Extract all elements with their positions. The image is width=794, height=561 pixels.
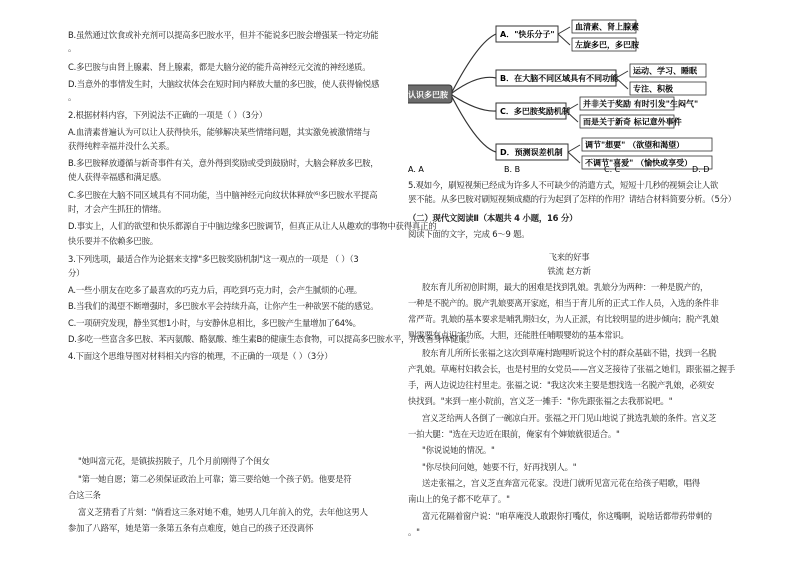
right-text-line: 南山上的兔子都不吃草了。": [408, 494, 510, 504]
mindmap-leaf-label: 并非关于奖励 有时引发"生闷气": [583, 99, 699, 109]
right-text-line: 飞来的好事: [548, 252, 590, 262]
mindmap-leaf-connector: [568, 152, 580, 163]
left-text-line: 富义芝猜看了片刻："倘看这三条对她不难，她男人几年前入的党，去年他这男人: [78, 507, 368, 517]
left-text-line: 2.根据材料内容，下列说法不正确的一项是（ ）（3分）: [68, 110, 268, 120]
left-text-line: "她叫富元花，是镇拔拐陂子，几个月前刚得了个闺女: [78, 456, 270, 466]
mindmap-connector: [452, 34, 496, 92]
right-text-line: 。": [408, 527, 420, 537]
right-text-line: "你尽快问问她，她要不行，好再找别人。": [422, 462, 577, 472]
right-text-line: 一种是不脱产的。脱产乳娘要离开家庭，相当于育儿所的正式工作人员，入选的条件非: [408, 298, 719, 308]
right-text-line: 阅读下面的文字，完成 6～9 题。: [408, 229, 530, 239]
left-text-line: B.当我们的渴望不断增强时，多巴胺水平会持续升高，让你产生一种欲罢不能的感觉。: [68, 301, 379, 311]
mindmap-leaf-label: 专注、积极: [633, 84, 673, 94]
mindmap-leaf-label: 运动、学习、睡眠: [633, 66, 697, 76]
left-text-line: 合这三条: [68, 490, 101, 500]
mindmap-branch-label: A．"快乐分子": [500, 30, 555, 39]
mindmap-center-label: 认识多巴胺: [408, 90, 448, 100]
answer-option-0: A. A: [408, 165, 424, 174]
left-text-line: C.多巴胺与由肾上腺素、肾上腺素，都是大脑分泌的能升高神经元交流的神经递质。: [68, 62, 371, 72]
answer-option-2: C. C: [604, 165, 621, 174]
left-text-line: 使人获得幸福感和满足感。: [68, 172, 167, 182]
left-text-line: 分）: [68, 268, 85, 278]
left-text-line: 。: [68, 43, 77, 53]
left-text-line: 时，才会产生抓狂的情绪。: [68, 204, 167, 214]
left-text-line: 获得纯粹幸福并没什么关系。: [68, 141, 175, 151]
right-text-line: 产乳娘。草庵村妇救会长，也是村里的女党员——宫义芝接待了张福之她们，跟张福之握手: [408, 364, 735, 374]
right-text-line: 手，两人边说边往村里走。张福之说："我这次来主要是想找选一名脱产乳娘，必须安: [408, 380, 715, 390]
right-text-line: 常严苛。乳娘的基本要求是哺乳期妇女，为人正派，有比较明显的进步倾向；脱产乳娘: [408, 314, 719, 324]
left-text-line: "第一她自愿；第二必须保证政治上可靠；第三要给她一个孩子奶。他要是符: [78, 474, 352, 484]
left-text-line: C.多巴胺在大脑不同区域具有不同功能，当中脑神经元向纹状体释放⁽⁶⁾多巴胺水平提高: [68, 190, 378, 200]
mindmap-branch: [496, 20, 640, 51]
mindmap-leaf-label: 左旋多巴，多巴胺: [575, 40, 639, 50]
left-text-line: 快乐要并不依赖多巴胺。: [68, 236, 158, 246]
right-text-line: "你说说她的情况。": [422, 445, 495, 455]
mindmap-leaf-connector: [568, 145, 580, 152]
left-text-line: A.一些小朋友在吃多了最喜欢的巧克力后，再吃到巧克力时，会产生腻烦的心理。: [68, 285, 362, 295]
mindmap-connector: [452, 97, 496, 152]
right-text-line: 宫义芝给两人各倒了一碗凉白开。张福之开门见山地说了挑选乳娘的条件。宫义芝: [422, 413, 717, 423]
left-text-line: 4.下面这个思维导图对材料相关内容的梳理，不正确的一项是（ ）（3分）: [68, 351, 333, 361]
mindmap-leaf-connector: [558, 34, 570, 45]
mindmap-leaf-label: 血清素、肾上腺素: [575, 22, 639, 32]
left-text-line: 参加了八路军，她是第一条第五条有点难度，她自己的孩子还没离怀: [68, 523, 314, 533]
mindmap-leaf-label: 调节"想要" （欲望和渴望）: [585, 140, 685, 150]
right-text-line: 罢不能。从多巴胺对刷短视频成瘾的行为起到了怎样的作用？请结合材料简要分析。（5分）: [408, 194, 736, 204]
left-text-line: D.事实上，人们的欲望和快乐都源自于中脑边缘多巴胺调节，但真正从让人从趣欢的事物中获得真正的: [68, 221, 437, 231]
right-text-line: 富元花隔着窗户说："咱草庵没人敢跟你打嘴仗，你这嘴啊，说啥话都带药带刺的: [422, 511, 712, 521]
mindmap-branch-label: B．在大脑不同区域具有不同功能: [500, 74, 619, 83]
mindmap-branch-label: D．预测误差机制: [500, 148, 563, 157]
answer-option-1: B. B: [504, 165, 521, 174]
mindmap-branch: [496, 64, 706, 95]
left-text-line: D.当意外的事情发生时，大脑纹状体会在短时间内释放大量的多巴胺，使人获得愉悦感: [68, 79, 380, 89]
mindmap-leaf-label: 不调节"喜爱" （愉快或享受）: [585, 158, 693, 168]
right-text-line: 送走张福之，宫义芝直奔富元花家。没进门就听见富元花在给孩子唱歌，唱得: [422, 478, 700, 488]
left-text-line: A.血清素普遍认为可以让人获得快乐，能够解决某些情绪问题，其实激免被激情绪与: [68, 127, 371, 137]
mindmap-leaf-connector: [558, 27, 570, 34]
right-text-line: 5.观如今，刷短视频已经成为许多人不可缺少的消遣方式，短短十几秒的视频会让人欲: [408, 180, 719, 190]
left-text-line: B.多巴胺释放遵循与新奇事件有关，意外得到奖励或受到鼓励时，大脑会释放多巴胺，: [68, 158, 379, 168]
right-text-line: 胶东育儿所初创时期，最大的困难是找到乳娘。乳娘分为两种：一种是脱产的，: [422, 282, 709, 292]
left-text-line: B.虽然通过饮食或补充剂可以提高多巴胺水平，但并不能说多巴胺会增强某一特定功能: [68, 30, 379, 40]
left-text-line: D.多吃一些富含多巴胺、苯丙氨酸、酪氨酸、维生素B的健康生态食物，可以提高多巴胺水平，并改善身体健康。: [68, 334, 475, 344]
right-text-line: 铁流 赵方新: [547, 266, 591, 276]
left-text-line: C.一项研究发现，静坐冥想1小时，与安静休息相比，多巴胺产生量增加了64%。: [68, 318, 361, 328]
mindmap-center-node: [408, 85, 452, 103]
mindmap-branch-label: C．多巴胺奖励机制: [500, 107, 570, 116]
mindmap-branch: [496, 97, 698, 128]
mindmap-leaf-connector: [566, 111, 578, 122]
left-text-line: 3.下列选项，最适合作为论据来支撑"多巴胺奖励机制"这一观点的一项是 （ ）（3: [68, 254, 359, 264]
right-text-line: 则需要有点识字功底，大胆，还能胜任哺喂婴幼的基本常识。: [408, 330, 629, 340]
right-text-line: （二）现代文阅读Ⅱ（本题共 4 小题，16 分）: [408, 213, 578, 223]
right-text-line: 胶东育儿所所长张福之这次到草庵村跑哩听说这个村的群众基础不错，找到一名脱: [422, 348, 717, 358]
right-text-line: 快找到。"来到一座小院前，宫义芝一摊手："你先跟张福之去我那说吧。": [408, 396, 673, 406]
answer-option-3: D. D: [692, 165, 710, 174]
mindmap-leaf-connector: [616, 78, 628, 89]
right-text-line: 一拍大腿："选在天边近在眼前，俺家有个婶娘就很适合。": [408, 429, 620, 439]
left-text-line: 。: [68, 92, 77, 102]
mind-map: [408, 12, 738, 176]
mindmap-leaf-label: 而是关于新奇 标记意外事件: [583, 117, 682, 127]
